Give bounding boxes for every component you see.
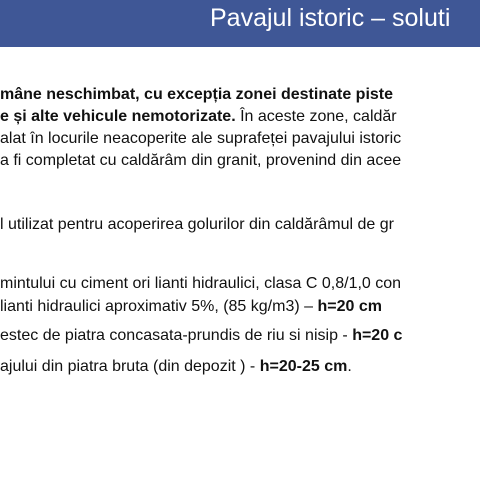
paragraph3-line3	[0, 326, 402, 346]
paragraph1-line2	[0, 107, 397, 127]
paragraph3-line4-bold: h=20-25 cm	[259, 358, 348, 375]
paragraph3-line4	[0, 357, 352, 377]
paragraph3-line4-end: .	[347, 358, 352, 375]
paragraph1-line4: a fi completat cu caldărâm din granit, provenind din acee	[0, 152, 402, 169]
slide-title: Pavajul istoric – soluti	[210, 4, 451, 32]
paragraph3-line3-text: estec de piatra concasata-prundis de riu si nisip -	[0, 327, 353, 344]
paragraph3-line4-text: ajului din piatra bruta (din depozit ) -	[0, 358, 260, 375]
paragraph1-line1	[0, 85, 393, 105]
paragraph1-line1-bold: mâne neschimbat, cu excepția zonei destinate piste	[0, 86, 394, 103]
paragraph1-line2-bold: e și alte vehicule nemotorizate.	[0, 108, 236, 125]
paragraph1-line2-text: În aceste zone, caldăr	[235, 108, 397, 125]
paragraph3-line2-text: lianti hidraulici aproximativ 5%, (85 kg/m3) –	[0, 298, 318, 315]
paragraph3-line3-bold: h=20 c	[352, 327, 403, 344]
paragraph3-line1: mintului cu ciment ori lianti hidraulici, clasa C 0,8/1,0 con	[0, 275, 402, 292]
paragraph3-line2-bold: h=20 cm	[317, 298, 382, 315]
paragraph1-line3: alat în locurile neacoperite ale suprafeței pavajului istoric	[0, 130, 402, 147]
paragraph2-line1: l utilizat pentru acoperirea golurilor din caldărâmul de gr	[0, 216, 394, 233]
paragraph3-line2	[0, 297, 382, 317]
